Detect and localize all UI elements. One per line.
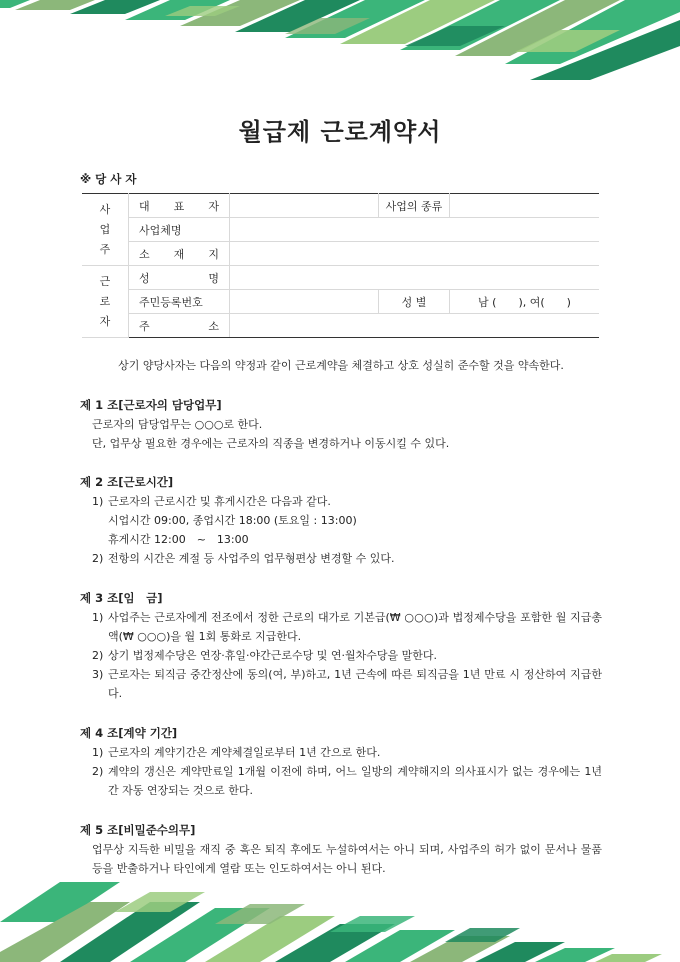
item-text: 근로자는 퇴직금 중간정산에 동의(여, 부)하고, 1년 근속에 따른 퇴직금을 1년 만료 시 정산하여 지급한다.: [108, 668, 602, 700]
location-value[interactable]: [230, 242, 600, 266]
parties-table: [82, 193, 599, 338]
item-text: 계약의 갱신은 계약만료일 1개월 이전에 하며, 어느 일방의 계약해지의 의사표시가 없는 경우에는 1년 간 자동 연장되는 것으로 한다.: [108, 765, 602, 797]
parties-section-label: ※ 당 사 자: [80, 172, 137, 186]
article-3-item-1: [80, 608, 602, 646]
location-label: 소 재 지: [129, 242, 230, 266]
article-1-title: 제 1 조[근로자의 담당업무]: [80, 398, 222, 412]
item-text: 사업주는 근로자에게 전조에서 정한 근로의 대가로 기본급(₩ ○○○)과 법정제수당을 포함한 월 지급총액(₩ ○○○)을 월 1회 통화로 지급한다.: [108, 611, 602, 643]
item-number: 1): [92, 611, 104, 624]
article-2-start-end-time: 시업시간 09:00, 종업시간 18:00 (토요일 : 13:00): [108, 514, 357, 527]
representative-label: 대 표 자: [129, 194, 230, 218]
intro-text: 상기 양당사자는 다음의 약정과 같이 근로계약을 체결하고 상호 성실히 준수할 것을 약속한다.: [118, 359, 564, 372]
company-name-value[interactable]: [230, 218, 600, 242]
item-number: 2): [92, 649, 104, 662]
resident-number-value[interactable]: [230, 290, 379, 314]
worker-group-label: 근 로 자: [82, 266, 129, 338]
article-4-title: 제 4 조[계약 기간]: [80, 726, 178, 740]
article-1-paragraph-1: 근로자의 담당업무는 ○○○로 한다.: [92, 418, 263, 431]
article-2-item-1: [80, 492, 602, 511]
article-5-paragraph: 업무상 지득한 비밀을 재직 중 혹은 퇴직 후에도 누설하여서는 아니 되며, 사업주의 허가 없이 문서나 물품 등을 반출하거나 타인에게 열람 또는 인도하여서는 아니 된다.: [92, 843, 602, 875]
worker-name-label: 성 명: [129, 266, 230, 290]
article-3-title: 제 3 조[임 금]: [80, 591, 163, 605]
item-text: 근로자의 계약기간은 계약체결일로부터 1년 간으로 한다.: [108, 746, 381, 759]
article-1-paragraph-2: 단, 업무상 필요한 경우에는 근로자의 직종을 변경하거나 이동시킬 수 있다.: [92, 437, 450, 450]
item-number: 2): [92, 552, 104, 565]
employer-group-label: 사 업 주: [82, 194, 129, 266]
item-text: 근로자의 근로시간 및 휴게시간은 다음과 같다.: [108, 495, 331, 508]
article-2-item-2: [80, 549, 602, 568]
company-name-label: 사업체명: [129, 218, 230, 242]
item-text: 전항의 시간은 계절 등 사업주의 업무형편상 변경할 수 있다.: [108, 552, 395, 565]
article-4: [80, 724, 602, 800]
article-3-item-2: [80, 646, 602, 665]
article-2-break-time: 휴게시간 12:00 ~ 13:00: [108, 533, 249, 546]
article-1: [80, 396, 602, 453]
item-number: 1): [92, 495, 104, 508]
address-value[interactable]: [230, 314, 600, 338]
article-2-title: 제 2 조[근로시간]: [80, 475, 174, 489]
representative-value[interactable]: [230, 194, 379, 218]
address-label: 주 소: [129, 314, 230, 338]
sex-value[interactable]: 남 ( ), 여( ): [450, 290, 600, 314]
item-number: 3): [92, 668, 104, 681]
article-5: [80, 821, 602, 878]
article-3-item-3: [80, 665, 602, 703]
item-number: 1): [92, 746, 104, 759]
article-3: [80, 589, 602, 703]
business-type-label: 사업의 종류: [379, 194, 450, 218]
article-2: [80, 473, 602, 568]
article-4-item-1: [80, 743, 602, 762]
bottom-stripe-decoration: [0, 872, 680, 962]
article-5-title: 제 5 조[비밀준수의무]: [80, 823, 196, 837]
article-4-item-2: [80, 762, 602, 800]
sex-label: 성 별: [379, 290, 450, 314]
document-title: 월급제 근로계약서: [238, 118, 442, 146]
item-number: 2): [92, 765, 104, 778]
intro-paragraph: [80, 356, 602, 375]
resident-number-label: 주민등록번호: [129, 290, 230, 314]
worker-name-value[interactable]: [230, 266, 600, 290]
business-type-value[interactable]: [450, 194, 600, 218]
item-text: 상기 법정제수당은 연장·휴일·야간근로수당 및 연·월차수당을 말한다.: [108, 649, 437, 662]
top-stripe-decoration: [0, 0, 680, 85]
